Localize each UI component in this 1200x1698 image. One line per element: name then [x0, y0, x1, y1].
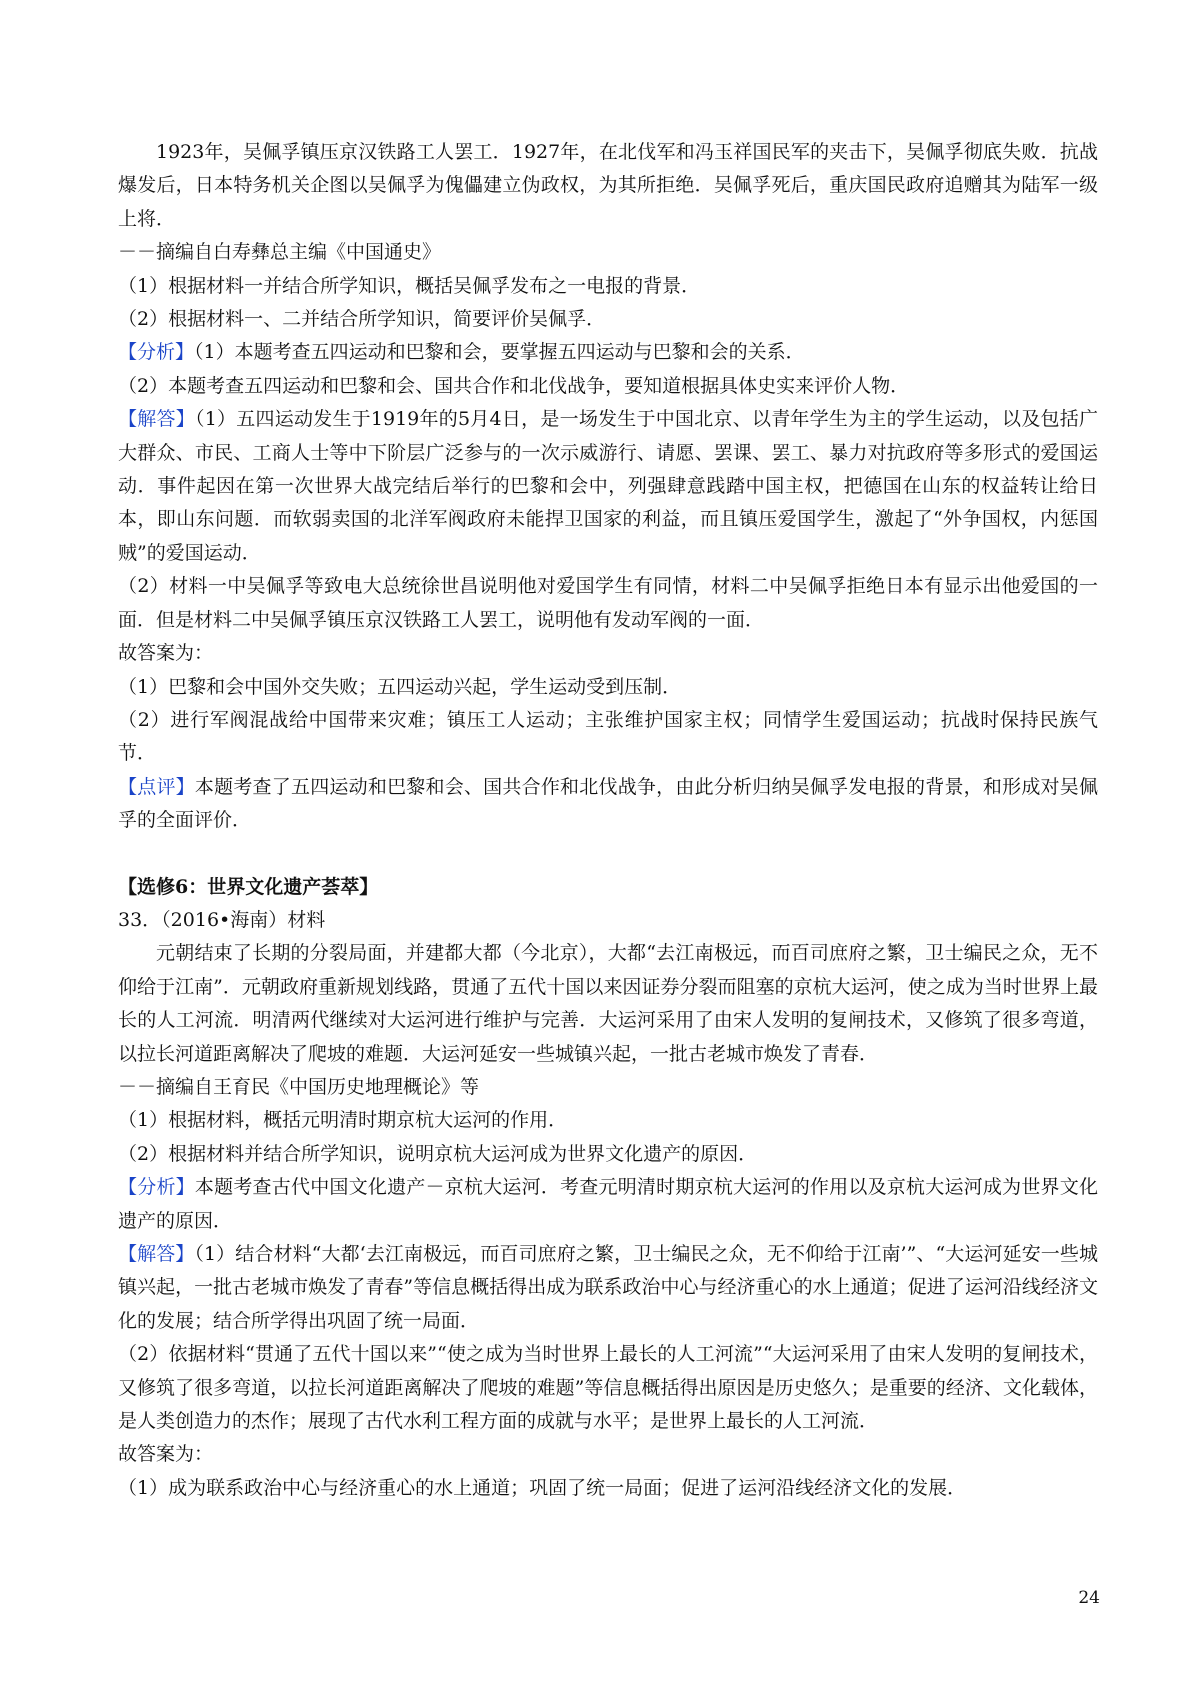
analysis-block: [118, 336, 1098, 369]
material-paragraph: 1923年，吴佩孚镇压京汉铁路工人罢工．1927年，在北伐军和冯玉祥国民军的夹击下，吴佩孚彻底失败．抗战爆发后，日本特务机关企图以吴佩孚为傀儡建立伪政权，为其所拒绝．吴佩孚死后，重庆国民政府追赠其为陆军一级上将．: [118, 141, 1098, 230]
analysis-tag: 【分析】: [118, 341, 195, 364]
q33-material-paragraph: 元朝结束了长期的分裂局面，并建都大都（今北京），大都“去江南极远，而百司庶府之繁，卫士编民之众，无不仰给于江南”．元朝政府重新规划线路，贯通了五代十国以来因证券分裂而阻塞的京杭大运河，使之成为当时世界上最长的人工河流．明清两代继续对大运河进行维护与完善．大运河采用了由宋人发明的复闸技术，又修筑了很多弯道，以拉长河道距离解决了爬坡的难题．大运河延安一些城镇兴起，一批古老城市焕发了青春．: [118, 942, 1098, 1065]
answer-tag: 【解答】: [118, 1243, 195, 1265]
q33-conclusion-label: 故答案为：: [118, 1443, 214, 1466]
q33-analysis-block: [118, 1171, 1098, 1238]
source-citation: －－摘编自白寿彝总主编《中国通史》: [118, 241, 442, 264]
comment-tag: 【点评】: [118, 775, 195, 798]
q33-analysis-text: 本题考查古代中国文化遗产－京杭大运河．考查元明清时期京杭大运河的作用以及京杭大运河成为世界文化遗产的原因．: [118, 1176, 1098, 1232]
question-1: （1）根据材料一并结合所学知识，概括吴佩孚发布之一电报的背景．: [118, 274, 701, 297]
final-answer-1: （1）巴黎和会中国外交失败；五四运动兴起，学生运动受到压制．: [118, 675, 682, 698]
analysis-tag: 【分析】: [118, 1176, 195, 1199]
q33-question-2: （2）根据材料并结合所学知识，说明京杭大运河成为世界文化遗产的原因．: [118, 1142, 758, 1165]
q33-final-answer-1: （1）成为联系政治中心与经济重心的水上通道；巩固了统一局面；促进了运河沿线经济文化的发展．: [118, 1476, 967, 1499]
question-33-header: 33．（2016•海南）材料: [118, 908, 326, 931]
q33-source-citation: －－摘编自王育民《中国历史地理概论》等: [118, 1075, 480, 1098]
question-2: （2）根据材料一、二并结合所学知识，简要评价吴佩孚．: [118, 308, 606, 331]
conclusion-label: 故答案为：: [118, 642, 214, 665]
analysis-text-2: （2）本题考查五四运动和巴黎和会、国共合作和北伐战争，要知道根据具体史实来评价人物．: [118, 374, 910, 397]
answer-block: [118, 403, 1098, 570]
q33-question-1: （1）根据材料，概括元明清时期京杭大运河的作用．: [118, 1109, 568, 1132]
q33-answer-block: [118, 1238, 1098, 1338]
comment-block: [118, 771, 1098, 838]
comment-text: 本题考查了五四运动和巴黎和会、国共合作和北伐战争，由此分析归纳吴佩孚发电报的背景，和形成对吴佩孚的全面评价．: [118, 775, 1098, 832]
page-number: 24: [1078, 1588, 1100, 1608]
answer-text-2: （2）材料一中吴佩孚等致电大总统徐世昌说明他对爱国学生有同情，材料二中吴佩孚拒绝日本有显示出他爱国的一面．但是材料二中吴佩孚镇压京汉铁路工人罢工，说明他有发动军阀的一面．: [118, 575, 1098, 631]
analysis-text-1: （1）本题考查五四运动和巴黎和会，要掌握五四运动与巴黎和会的关系．: [194, 341, 805, 364]
q33-answer-text-1: （1）结合材料“大都‘去江南极远，而百司庶府之繁，卫士编民之众，无不仰给于江南’”、“大运河延安一些城镇兴起，一批古老城市焕发了青春”等信息概括得出成为联系政治中心与经济重心的水上通道；促进了运河沿线经济文化的发展；结合所学得出巩固了统一局面．: [118, 1243, 1098, 1332]
section-title: 【选修6：世界文化遗产荟萃】: [118, 875, 379, 898]
answer-tag: 【解答】: [118, 408, 195, 431]
final-answer-2: （2）进行军阀混战给中国带来灾难；镇压工人运动；主张维护国家主权；同情学生爱国运动；抗战时保持民族气节．: [118, 708, 1098, 765]
page-content: [118, 136, 1098, 1505]
q33-answer-text-2: （2）依据材料“贯通了五代十国以来”“使之成为当时世界上最长的人工河流”“大运河采用了由宋人发明的复闸技术，又修筑了很多弯道，以拉长河道距离解决了爬坡的难题”等信息概括得出原因是历史悠久；是重要的经济、文化载体，是人类创造力的杰作；展现了古代水利工程方面的成就与水平；是世界上最长的人工河流．: [118, 1343, 1098, 1433]
answer-text-1: （1）五四运动发生于1919年的5月4日，是一场发生于中国北京、以青年学生为主的学生运动，以及包括广大群众、市民、工商人士等中下阶层广泛参与的一次示威游行、请愿、罢课、罢工、暴力对抗政府等多形式的爱国运动．事件起因在第一次世界大战完结后举行的巴黎和会中，列强肆意践踏中国主权，把德国在山东的权益转让给日本，即山东问题．而软弱卖国的北洋军阀政府未能捍卫国家的利益，而且镇压爱国学生，激起了“外争国权，内惩国贼”的爱国运动．: [118, 408, 1098, 564]
